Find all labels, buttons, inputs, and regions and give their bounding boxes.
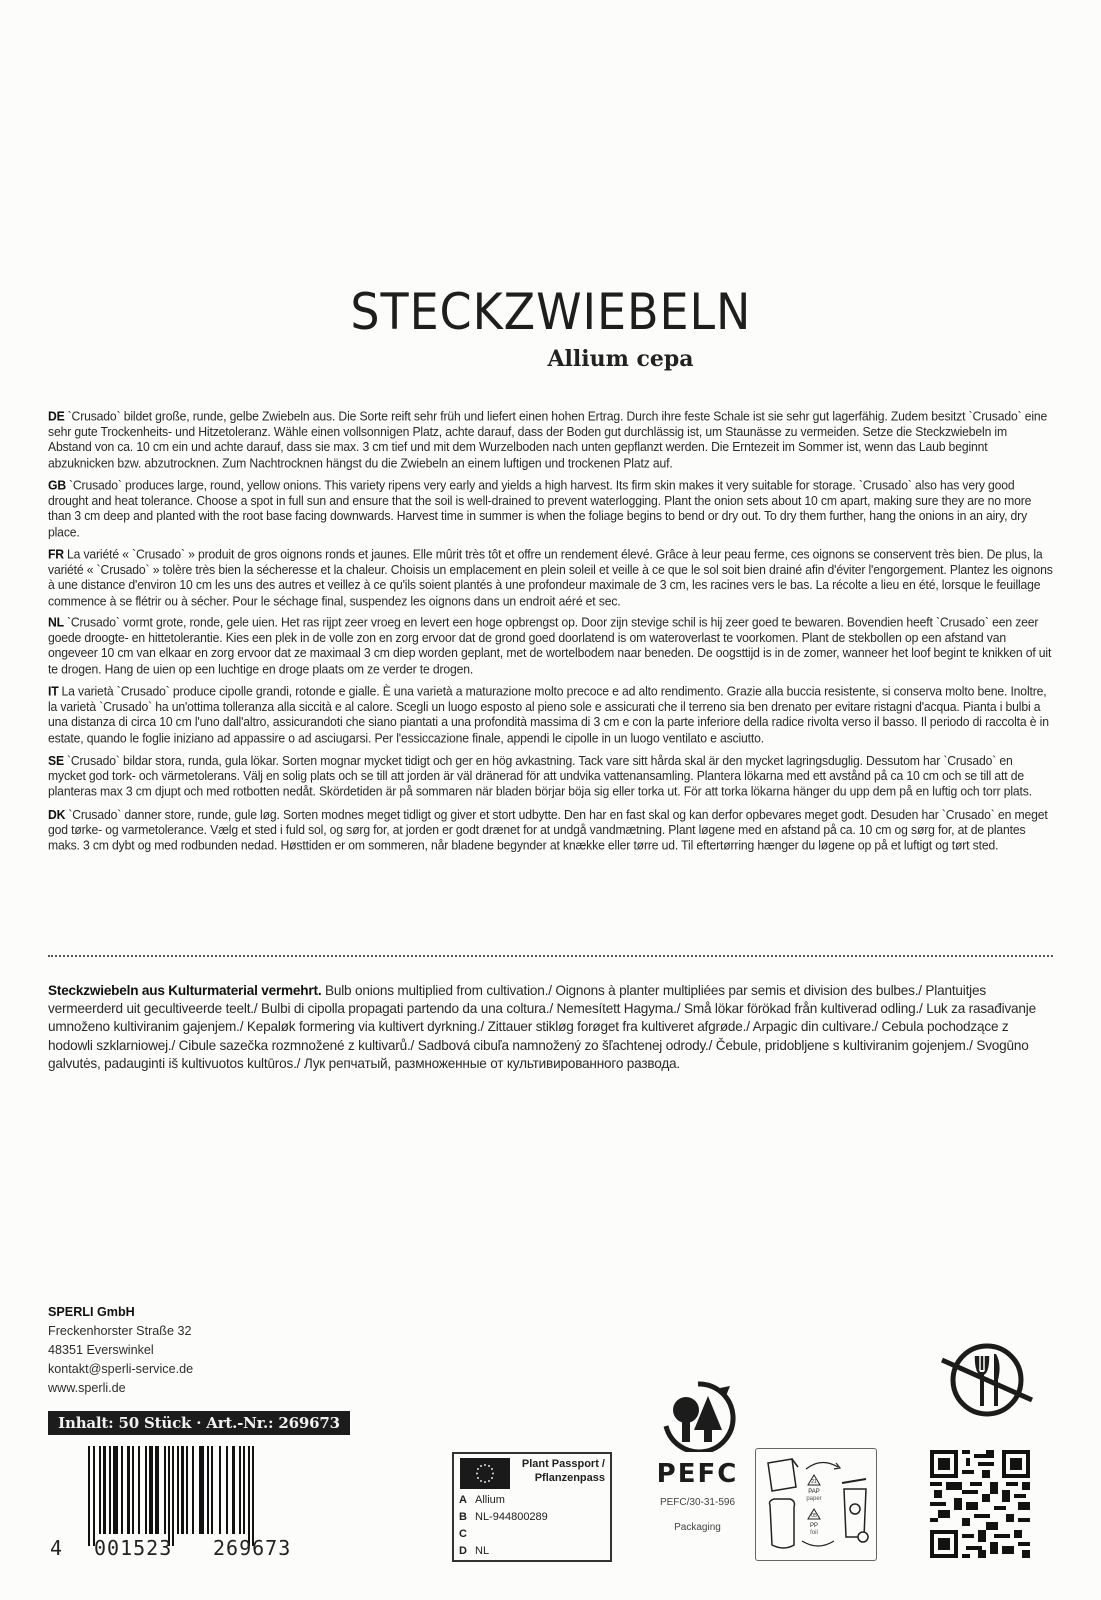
- instruction-de: [48, 409, 1053, 471]
- company-address: [48, 1303, 348, 1398]
- instruction-text: La variété « `Crusado` » produit de gros oignons ronds et jaunes. Elle mûrit très tôt et offre un rendement élevé. Grâce à leur peau ferme, ces oignons se conservent très bien. De plus, la variété « `Crusado` » tolère très bien la sécheresse et la chaleur. Choisis un emplacement en plein soleil et veille à ce que le sol soit bien drainé afin d'éviter l'engorgement. Plantez les oignons à une distance d'environ 10 cm les uns des autres et veillez à ce qu'ils soient plantés à une profondeur maximale de 3 cm, les racines vers le bas. La récolte a lieu en été, lorsque le feuillage commence à se flétrir ou à sécher. Pour le séchage final, suspendez les oignons dans un endroit aéré et sec.: [48, 547, 1053, 608]
- svg-text:21: 21: [811, 1479, 817, 1485]
- lang-code: GB: [48, 478, 66, 493]
- lang-code: SE: [48, 753, 64, 768]
- instruction-text: `Crusado` bildet große, runde, gelbe Zwiebeln aus. Die Sorte reift sehr früh und liefert einen hohen Ertrag. Durch ihre feste Schale ist sie sehr gut lagerfähig. Zudem besitzt `Crusado` eine sehr gute Trockenheits- und Hitzetoleranz. Wähle einen vollsonnigen Platz, achte darauf, dass der Boden gut durchlässig ist, um Staunässe zu vermeiden. Setze die Steckzwiebeln im Abstand von ca. 10 cm ein und achte darauf, dass sie max. 3 cm tief und mit dem Wurzelboden nach unten gepflanzt werden. Die Erntezeit im Sommer ist, wenn das Laub beginnt abzuknicken bzw. abzutrocknen. Zum Nachtrocknen hängst du die Zwiebeln an einem luftigen und trockenen Platz auf.: [48, 409, 1048, 471]
- recycling-icon: [756, 1449, 876, 1559]
- recycling-info: [755, 1448, 877, 1561]
- plant-passport-rows: [459, 1492, 548, 1560]
- instruction-text: `Crusado` danner store, runde, gule løg. Sorten modnes meget tidligt og giver et stort udbytte. Den har en fast skal og kan derfor opbevares meget godt. Desuden har `Crusado` en meget god tørke- og varmetolerance. Vælg et sted i fuld sol, og sørg for, at jorden er godt drænet for at undgå vandmætning. Plant løgene med en afstand på ca. 10 cm og sørg for, at de plantes maks. 3 cm dybt og med rodbunden nedad. Høsttiden er om sommeren, når bladene begynder at knække eller tørre ud. Til eftertørring hænger du løgene op på et luftigt og tørt sted.: [48, 807, 1048, 853]
- cultivation-lead: Steckzwiebeln aus Kulturmaterial vermehrt.: [48, 983, 322, 998]
- svg-text:foil: foil: [810, 1530, 818, 1536]
- pp-value: NL: [475, 1545, 490, 1557]
- lang-code: FR: [48, 547, 64, 562]
- instruction-text: `Crusado` produces large, round, yellow onions. This variety ripens very early and yields a high harvest. Its firm skin makes it very suitable for storage. `Crusado` also has very good drought and heat tolerance. Choose a spot in full sun and ensure that the soil is well-drained to prevent waterlogging. Plant the onion sets about 10 cm apart, making sure they are no more than 3 cm deep and planted with the root base facing downwards. Harvest time in summer is when the foliage begins to bend or dry out. To dry them further, hang the onions in an airy, dry place.: [48, 478, 1032, 540]
- pp-key: A: [459, 1494, 467, 1506]
- svg-text:PAP: PAP: [808, 1489, 820, 1495]
- pp-title-line2: Pflanzenpass: [534, 1472, 605, 1484]
- qr-code[interactable]: [930, 1450, 1030, 1558]
- instruction-dk: [48, 807, 1053, 854]
- pp-row-d: [459, 1543, 548, 1560]
- barcode-bars: [88, 1446, 318, 1546]
- dotted-divider: [48, 955, 1053, 957]
- content-article-banner: Inhalt: 50 Stück · Art.-Nr.: 269673: [48, 1411, 350, 1435]
- plant-passport-title: [522, 1457, 605, 1485]
- lang-code: DE: [48, 409, 65, 424]
- pp-key: C: [459, 1528, 467, 1540]
- not-for-consumption-icon: [940, 1340, 1035, 1420]
- instruction-nl: [48, 616, 1053, 678]
- eu-flag-icon: [460, 1458, 510, 1489]
- pefc-trees-icon: [658, 1380, 738, 1452]
- pp-row-c: [459, 1526, 548, 1543]
- pp-key: D: [459, 1545, 467, 1557]
- pp-value: NL-944800289: [475, 1511, 548, 1523]
- cultivation-text: Bulb onions multiplied from cultivation./ Oignons à planter multipliées par semis et division des bulbes./ Plantuitjes vermeerderd uit gecultiveerde teelt./ Bulbi di cipolla propagati partendo da una coltura./ Nemesített Hagyma./ Små lökar förökad från kultiverad odling./ Luk za rasađivanje umnoženo kultiviranim gajenjem./ Kepaløk formering via kultivert dyrkning./ Zittauer stikløg forøget fra kultiveret afgrøde./ Arpagic din cultivare./ Cebula pochodzące z hodowli szklarniowej./ Cibule sazečka rozmnožené z kultivarů./ Sadbová cibuľa namnožený zo šľachtenej odrody./ Čebule, pridobljene s kultiviranim gojenjem./ Svogūno galvutės, padauginti iš kultivuotos kultūros./ Лук репчатый, размноженные от культивированного развода.: [48, 983, 1036, 1071]
- pp-row-a: [459, 1492, 548, 1509]
- lang-code: DK: [48, 807, 66, 822]
- pp-title-line1: Plant Passport /: [521, 1458, 605, 1470]
- company-city: 48351 Everswinkel: [48, 1343, 154, 1357]
- pefc-certification: [650, 1380, 745, 1533]
- pefc-code: PEFC/30-31-596: [659, 1497, 736, 1508]
- lang-code: IT: [48, 684, 59, 699]
- barcode-digit-first: 4: [50, 1536, 64, 1560]
- title-block: [0, 282, 1101, 372]
- svg-text:paper: paper: [806, 1496, 822, 1502]
- pp-row-b: [459, 1509, 548, 1526]
- pefc-wordmark: PEFC: [656, 1459, 739, 1489]
- product-title: STECKZWIEBELN: [350, 283, 751, 341]
- instruction-fr: [48, 547, 1053, 609]
- instruction-it: [48, 685, 1053, 747]
- cultivation-statement: [48, 982, 1053, 1073]
- barcode-digits-right: 269673: [213, 1536, 292, 1560]
- lang-code: NL: [48, 615, 64, 631]
- instruction-text: La varietà `Crusado` produce cipolle grandi, rotonde e gialle. È una varietà a maturazione molto precoce e ad alto rendimento. Grazie alla buccia resistente, si conserva molto bene. Inoltre, la varietà `Crusado` ha un'ottima tolleranza alla siccità e al calore. Scegli un luogo esposto al pieno sole e assicurati che il terreno sia ben drenato per evitare ristagni d'acqua. Pianta i bulbi a una distanza di circa 10 cm l'uno dall'altro, assicurandoti che siano piantati a una profondità massima di 3 cm e con la parte inferiore della radice rivolta verso il basso. Il periodo di raccolta è in estate, quando le foglie iniziano ad appassire o ad asciugarsi. Per l'essiccazione finale, appendi le cipolle in un luogo ventilato e asciutto.: [48, 684, 1049, 746]
- instruction-se: [48, 754, 1053, 801]
- planting-instructions: [48, 410, 1053, 861]
- instruction-text: `Crusado` vormt grote, ronde, gele uien. Het ras rijpt zeer vroeg en levert een hoge opbrengst op. Door zijn stevige schil is hij zeer goed te bewaren. Bovendien heeft `Crusado` een zeer goede droogte- en hittetolerantie. Kies een plek in de volle zon en zorg ervoor dat de grond goed doorlatend is om wateroverlast te voorkomen. Plant de stekbollen op een afstand van ongeveer 10 cm van elkaar en zorg ervoor dat ze maximaal 3 cm diep worden geplant, met de wortelbodem naar beneden. De oogsttijd is in de zomer, wanneer het loof begint te knikken of uit te drogen. Hang de uien op een luchtige en droge plaats om ze verder te drogen.: [48, 615, 1052, 677]
- instruction-gb: [48, 478, 1053, 540]
- svg-text:05: 05: [811, 1513, 817, 1519]
- botanical-name: Allium cepa: [547, 346, 694, 372]
- company-name: SPERLI GmbH: [48, 1305, 135, 1319]
- pefc-packaging-label: Packaging: [674, 1522, 721, 1533]
- instruction-text: `Crusado` bildar stora, runda, gula lökar. Sorten mognar mycket tidigt och ger en hög avkastning. Tack vare sitt hårda skal är den mycket lagringsduglig. Dessutom har `Crusado` en mycket god tork- och värmetolerans. Välj en solig plats och se till att jorden är väl dränerad för att undvika vattenansamling. Plantera lökarna med ett avstånd på ca 10 cm och se till att de planteras max 3 cm djupt och med rotbotten nedåt. Skördetiden är på sommaren när bladen börjar böja sig eller torka ut. För att torka lökarna hänger du upp dem på en luftig och torr plats.: [48, 753, 1032, 799]
- company-website[interactable]: www.sperli.de: [48, 1381, 126, 1395]
- company-street: Freckenhorster Straße 32: [48, 1324, 192, 1338]
- pp-value: Allium: [475, 1494, 505, 1506]
- barcode-digits-left: 001523: [94, 1536, 173, 1560]
- plant-passport: [452, 1452, 612, 1562]
- company-email[interactable]: kontakt@sperli-service.de: [48, 1362, 194, 1376]
- pp-key: B: [459, 1511, 467, 1523]
- svg-text:PP: PP: [809, 1523, 819, 1529]
- ean-barcode: [48, 1446, 358, 1566]
